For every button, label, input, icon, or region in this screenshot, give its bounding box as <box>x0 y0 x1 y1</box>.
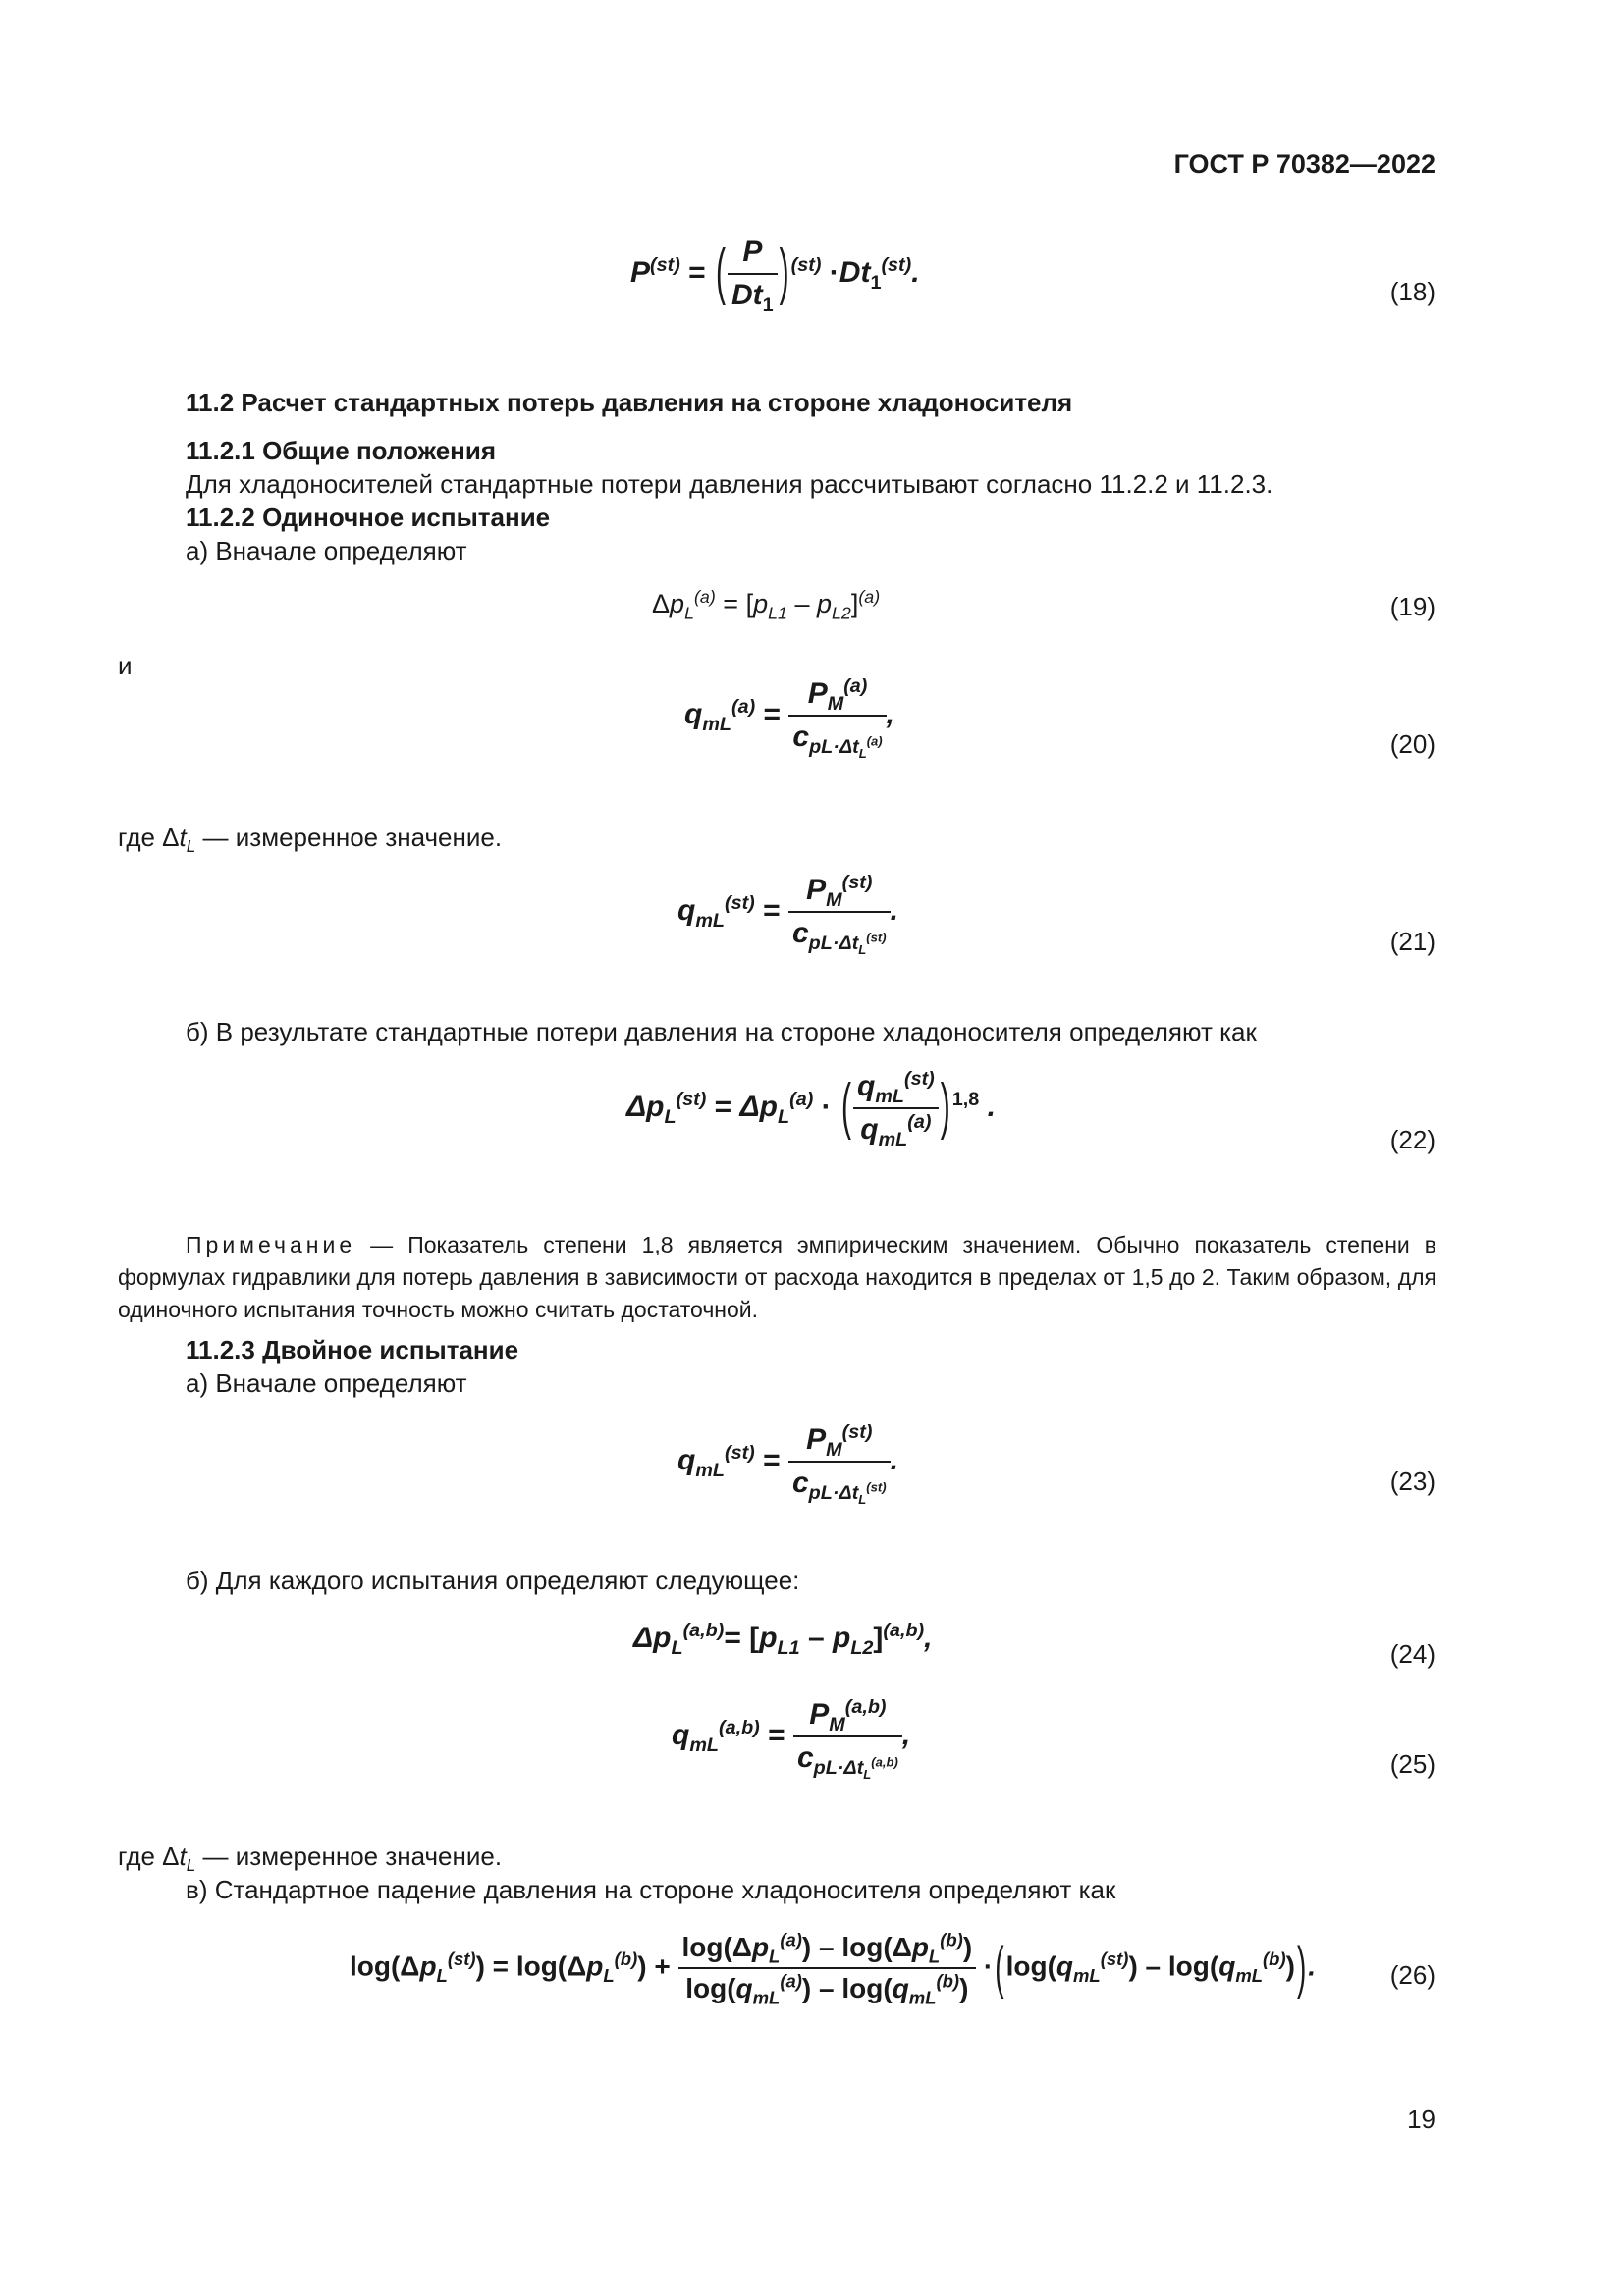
where-clause-1-suffix: — измеренное значение. <box>195 823 503 852</box>
list-item-b-11-2-2: б) В результате стандартные потери давления на стороне хладоносителя определяют как <box>186 1017 1257 1046</box>
formula-21: $q_{mL}^{(st)}$ = $\frac{P_M^{(st)}}{c_{pL\cdot\Delta t_L^{(st)}}}$ . <box>677 872 898 957</box>
formula-18: $P^{(st)}$ = ( $\frac{P}{Dt_1}$ ) $^{(st)} \cdot Dt_1^{(st)}$. <box>630 236 920 316</box>
where-clause-2-prefix: где Δ <box>118 1842 180 1871</box>
equation-number-22: (22) <box>1389 1125 1435 1154</box>
where-clause-1: где $\Delta t_L$ — измеренное значение. <box>118 823 503 857</box>
where-clause-2-suffix: — измеренное значение. <box>195 1842 503 1871</box>
equation-number-19: (19) <box>1389 592 1435 621</box>
list-item-a-11-2-3: а) Вначале определяют <box>186 1368 467 1398</box>
equation-number-26: (26) <box>1389 1960 1435 1990</box>
formula-23: $q_{mL}^{(st)}$ = $\frac{P_M^{(st)}}{c_{pL\cdot\Delta t_L^{(st)}}}$ . <box>677 1421 898 1507</box>
list-item-b-11-2-3: б) Для каждого испытания определяют следующее: <box>186 1566 800 1595</box>
formula-25: $q_{mL}^{(a,b)}$ = $\frac{P_M^{(a,b)}}{c_{pL\cdot\Delta t_L^{(a,b)}}}$ , <box>672 1696 911 1782</box>
equation-number-20: (20) <box>1389 729 1435 759</box>
paragraph-11-2-1: Для хладоносителей стандартные потери давления рассчитывают согласно 11.2.2 и 11.2.3. <box>186 469 1273 499</box>
equation-number-23: (23) <box>1389 1467 1435 1496</box>
where-clause-2: где $\Delta t_L$ — измеренное значение. <box>118 1842 503 1876</box>
list-item-c-11-2-3: в) Стандартное падение давления на стороне хладоносителя определяют как <box>186 1875 1116 1904</box>
document-header: ГОСТ Р 70382—2022 <box>1173 149 1435 179</box>
equation-number-18: (18) <box>1389 277 1435 306</box>
formula-24: $\Delta p_L^{(a,b)}= [p_{L1} - p_{L2}]^{(a,b)}$, <box>633 1620 933 1659</box>
formula-26: $\log(\Delta p_L^{(st)}) = \log(\Delta p_L^{(b)})$ + $\frac{\log(\Delta p_L^{(a)}) - \log(\Delta p_L^{(b)})}{\log(q_{mL}^{(a)}) - \log(q_{mL}^{(b)})}$ $\cdot(\log(q_{mL}^{(st)}) - \log(q_{mL}^{(b)}))$. <box>350 1929 1317 2008</box>
note-label: Примечание <box>186 1232 356 1257</box>
list-item-a-11-2-2: а) Вначале определяют <box>186 536 467 565</box>
section-heading-11-2: 11.2 Расчет стандартных потерь давления на стороне хладоносителя <box>186 388 1073 417</box>
conjunction-and: и <box>118 651 133 680</box>
page-number: 19 <box>1407 2105 1435 2134</box>
equation-number-24: (24) <box>1389 1639 1435 1669</box>
formula-19: $\Delta p_L^{(a)} = [p_{L1} - p_{L2}]^{(a)}$ <box>652 587 881 623</box>
section-heading-11-2-1: 11.2.1 Общие положения <box>186 436 497 465</box>
equation-number-25: (25) <box>1389 1749 1435 1779</box>
note-paragraph <box>118 1229 1436 1326</box>
where-clause-1-prefix: где Δ <box>118 823 180 852</box>
note-text: — Показатель степени 1,8 является эмпирическим значением. Обычно показатель степени в формулах гидравлики для потерь давления в зависимости от расхода находится в пределах от 1,5 до 2. Таким образом, для одиночного испытания точность можно считать достаточной. <box>118 1232 1436 1322</box>
formula-22: $\Delta p_L^{(st)} = \Delta p_L^{(a)}$ · ( $\frac{q_{mL}^{(st)}}{q_{mL}^{(a)}}$ ) $^{1,8}$ . <box>626 1068 996 1150</box>
equation-number-21: (21) <box>1389 927 1435 956</box>
formula-20: $q_{mL}^{(a)}$ = $\frac{P_M^{(a)}}{c_{pL\cdot\Delta t_L^{(a)}}}$ , <box>684 675 894 761</box>
section-heading-11-2-3: 11.2.3 Двойное испытание <box>186 1335 519 1364</box>
section-heading-11-2-2: 11.2.2 Одиночное испытание <box>186 503 551 532</box>
